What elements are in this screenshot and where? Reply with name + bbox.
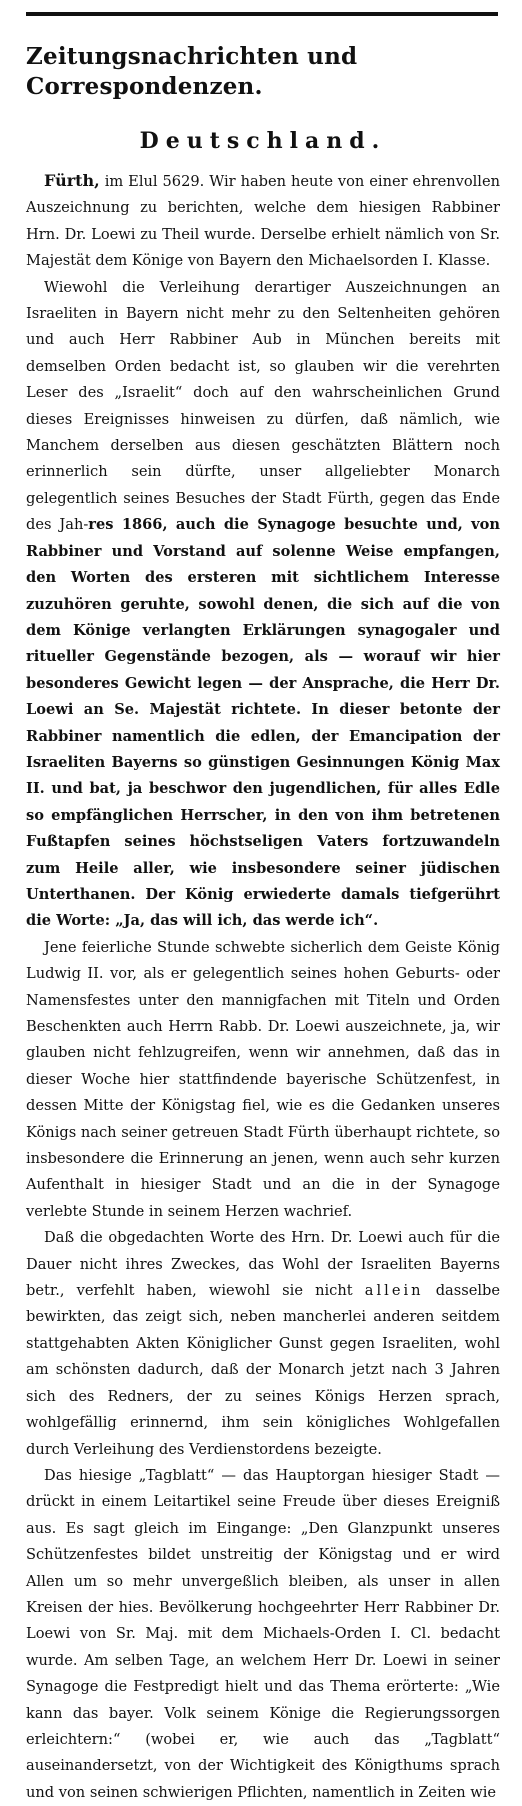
- top-rule: [26, 12, 498, 16]
- paragraph-2-text: Wiewohl die Verleihung derartiger Auszeichnungen an Israeliten in Bayern nicht mehr zu den Seltenheiten gehören und auch Herr Rabbiner Aub in München bereits mit demselben Orden bedacht ist, so glauben wir die verehrten Leser des „Israelit“ doch auf den wahrscheinlichen Grund dieses Ereignisses hinweisen zu dürfen, daß nämlich, wie Manchem derselben aus diesen geschätzten Blättern noch erinnerlich sein dürfte, unser allgeliebter Monarch gelegentlich seines Besuches der Stadt Fürth, gegen das Ende des Jah-: [26, 278, 500, 534]
- section-heading: Zeitungsnachrichten und Correspondenzen.: [26, 43, 358, 100]
- country-heading: Deutschland.: [139, 128, 387, 154]
- paragraph-1: [26, 168, 500, 275]
- paragraph-2-bold-text: res 1866, auch die Synagoge besuchte und, von Rabbiner und Vorstand auf solenne Weise empfangen, den Worten des ersteren mit sichtlichem Interesse zuzuhören geruhte, sowohl denen, die sich auf die von dem Könige verlangten Erklärungen synagogaler und ritueller Gegenstände bezogen, als — worauf wir hier besonderes Gewicht legen — der Ansprache, die Herr Dr. Loewi an Se. Majestät richtete. In dieser betonte der Rabbiner namentlich die edlen, der Emancipation der Israeliten Bayerns so günstigen Gesinnungen König Max II. und bat, ja beschwor den jugendlichen, für alles Edle so empfänglichen Herrscher, in den von ihm betretenen Fußtapfen seines höchstseligen Vaters fortzuwandeln zum Heile aller, wie insbesondere seiner jüdischen Unterthanen. Der König erwiederte damals tiefgerührt die Worte: „Ja, das will ich, das werde ich“.: [26, 516, 500, 930]
- paragraph-4-text-b: dasselbe bewirkten, das zeigt sich, neben mancherlei anderen seitdem stattgehabten Akten Königlicher Gunst gegen Israeliten, wohl am schönsten dadurch, daß der Monarch jetzt nach 3 Jahren sich des Redners, der zu seines Königs Herzen sprach, wohlgefällig erinnernd, ihm sein königliches Wohlgefallen durch Verleihung des Verdienstordens bezeigte.: [26, 1282, 500, 1458]
- paragraph-2: [26, 275, 500, 935]
- paragraph-4-text-a: Daß die obgedachten Worte des Hrn. Dr. Loewi auch für die Dauer nicht ihres Zweckes, das Wohl der Israeliten Bayerns betr., verfehlt haben, wiewohl sie nicht: [26, 1229, 500, 1300]
- newspaper-page: [0, 12, 522, 1801]
- paragraph-3: Jene feierliche Stunde schwebte sicherlich dem Geiste König Ludwig II. vor, als er gelegentlich seines hohen Geburts- oder Namensfestes unter den mannigfachen mit Titeln und Orden Beschenkten auch Herrn Rabb. Dr. Loewi auszeichnete, ja, wir glauben nicht fehlzugreifen, wenn wir annehmen, daß das in dieser Woche hier stattfindende bayerische Schützenfest, in dessen Mitte der Königstag fiel, wie es die Gedanken unseres Königs nach seiner getreuen Stadt Fürth überhaupt richtete, so insbesondere die Erinnerung an jenen, wenn auch sehr kurzen Aufenthalt in hiesiger Stadt und an die in der Synagoge verlebte Stunde in seinem Herzen wachrief.: [26, 938, 500, 1220]
- paragraph-4-spaced-word: allein: [364, 1282, 424, 1300]
- paragraph-5: Das hiesige „Tagblatt“ — das Hauptorgan hiesiger Stadt — drückt in einem Leitartikel seine Freude über dieses Ereigniß aus. Es sagt gleich im Eingange: „Den Glanzpunkt unseres Schützenfestes bildet unstreitig der Königstag und er wird Allen um so mehr unvergeßlich bleiben, als unser in allen Kreisen der hies. Bevölkerung hochgeehrter Herr Rabbiner Dr. Loewi von Sr. Maj. mit dem Michaels-Orden I. Cl. bedacht wurde. Am selben Tage, an welchem Herr Dr. Loewi in seiner Synagoge die Festpredigt hielt und das Thema erörterte: „Wie kann das bayer. Volk seinem Könige die Regierungssorgen erleichtern:“ (wobei er, wie auch das „Tagblatt“ auseinandersetzt, von der Wichtigkeit des Königthums sprach und von seinen schwierigen Pflichten, namentlich in Zeiten wie: [26, 1466, 500, 1801]
- paragraph-4: [26, 1225, 500, 1463]
- paragraph-1-text: im Elul 5629. Wir haben heute von einer ehrenvollen Auszeichnung zu berichten, welche dem hiesigen Rabbiner Hrn. Dr. Loewi zu Theil wurde. Derselbe erhielt nämlich von Sr. Majestät dem Könige von Bayern den Michaelsorden I. Klasse.: [26, 173, 501, 270]
- article-body: [26, 168, 500, 1806]
- dateline-place: Fürth,: [44, 171, 100, 190]
